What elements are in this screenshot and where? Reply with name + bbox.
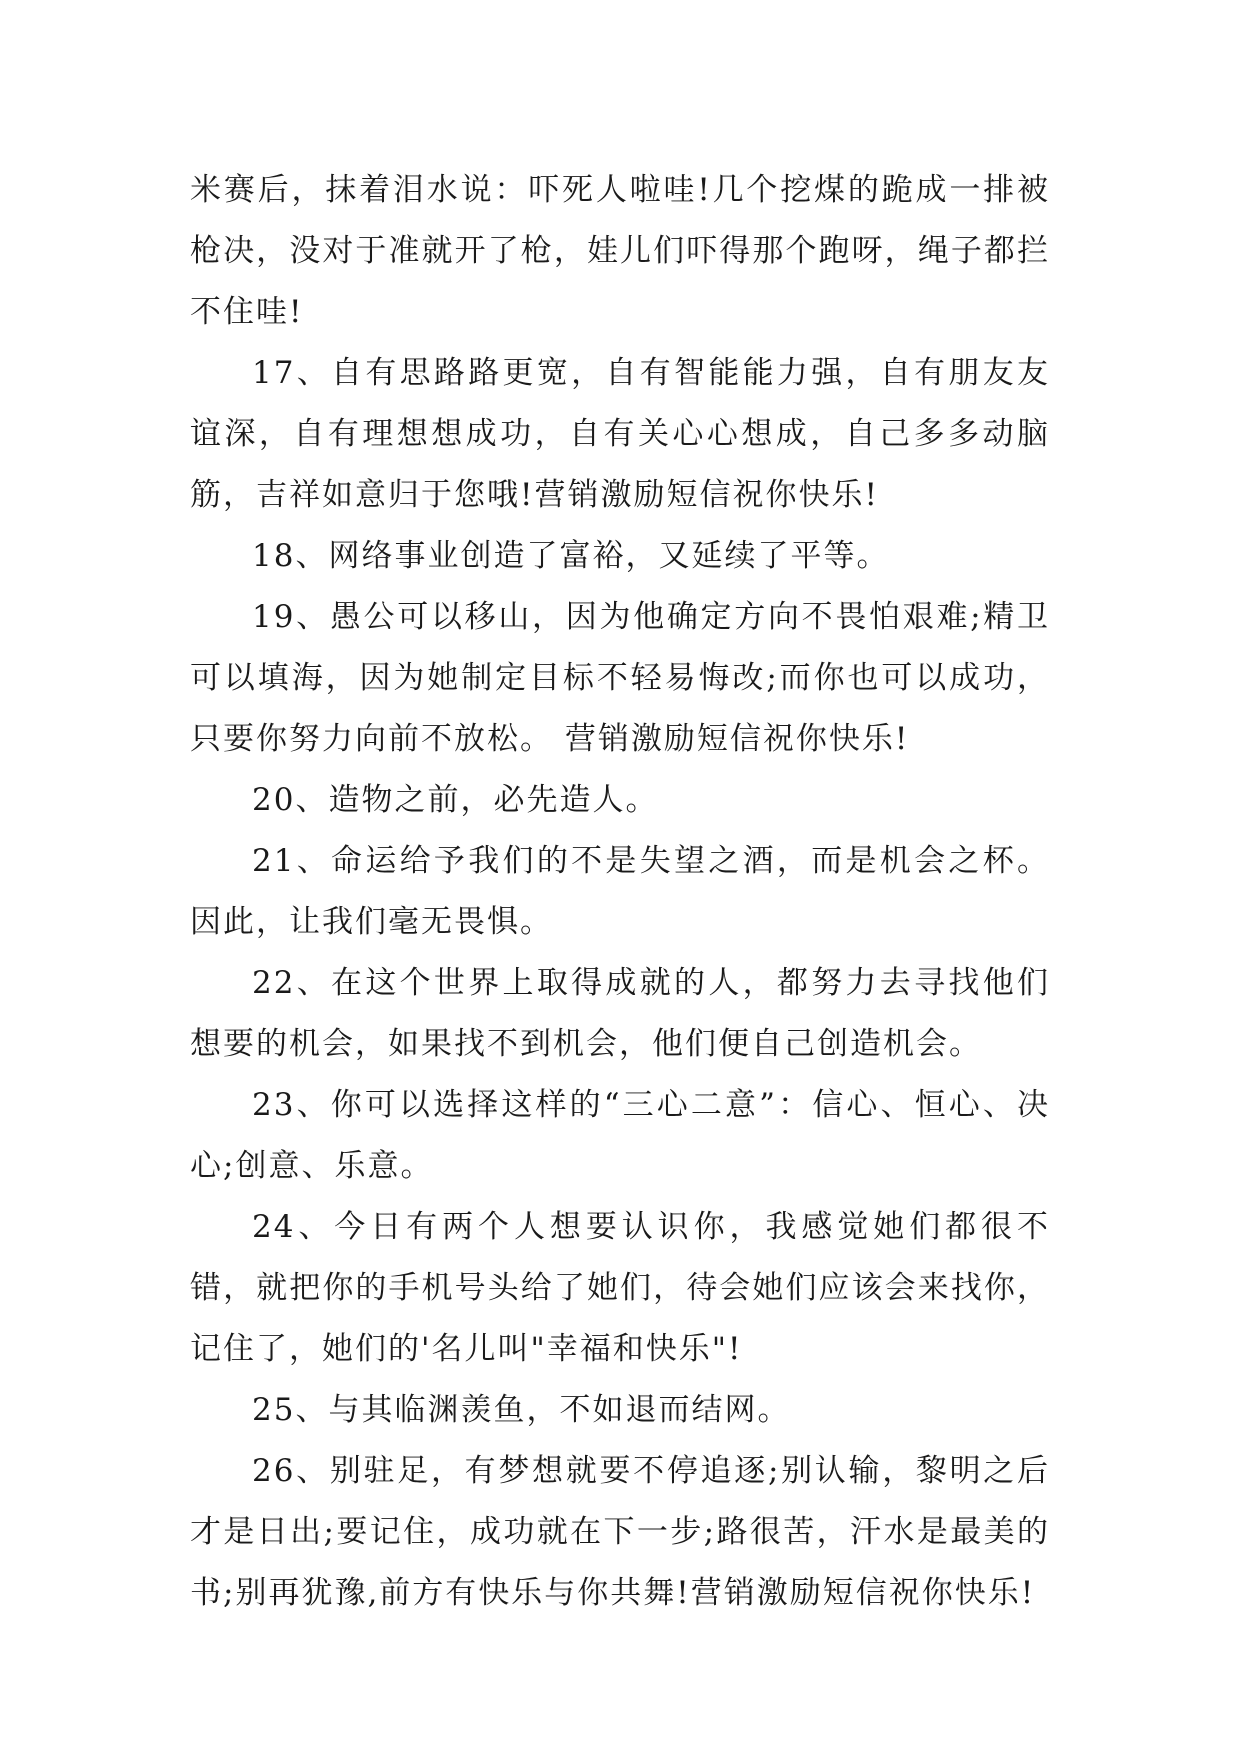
paragraph-1: 17、自有思路路更宽，自有智能能力强，自有朋友友谊深，自有理想想成功，自有关心心想成，自己多多动脑筋，吉祥如意归于您哦!营销激励短信祝你快乐! <box>190 355 1050 513</box>
paragraph-3: 19、愚公可以移山，因为他确定方向不畏怕艰难;精卫可以填海，因为她制定目标不轻易悔改;而你也可以成功，只要你努力向前不放松。 营销激励短信祝你快乐! <box>190 599 1050 757</box>
paragraph-8: 24、今日有两个人想要认识你，我感觉她们都很不错，就把你的手机号头给了她们，待会她们应该会来找你，记住了，她们的'名儿叫"幸福和快乐"! <box>190 1209 1050 1367</box>
document-body <box>190 160 1050 1624</box>
paragraph-9: 25、与其临渊羡鱼，不如退而结网。 <box>252 1392 791 1428</box>
paragraph-6: 22、在这个世界上取得成就的人，都努力去寻找他们想要的机会，如果找不到机会，他们便自己创造机会。 <box>190 965 1050 1062</box>
paragraph-0: 米赛后，抹着泪水说：吓死人啦哇!几个挖煤的跪成一排被枪决，没对于准就开了枪，娃儿们吓得那个跑呀，绳子都拦不住哇! <box>190 172 1050 330</box>
paragraph-10: 26、别驻足，有梦想就要不停追逐;别认输，黎明之后才是日出;要记住，成功就在下一步;路很苦，汗水是最美的书;别再犹豫,前方有快乐与你共舞!营销激励短信祝你快乐! <box>190 1453 1050 1611</box>
paragraph-2: 18、网络事业创造了富裕，又延续了平等。 <box>252 538 890 574</box>
paragraph-5: 21、命运给予我们的不是失望之酒，而是机会之杯。因此，让我们毫无畏惧。 <box>190 843 1050 940</box>
paragraph-4: 20、造物之前，必先造人。 <box>252 782 659 818</box>
paragraph-7: 23、你可以选择这样的“三心二意”：信心、恒心、决心;创意、乐意。 <box>190 1087 1050 1184</box>
